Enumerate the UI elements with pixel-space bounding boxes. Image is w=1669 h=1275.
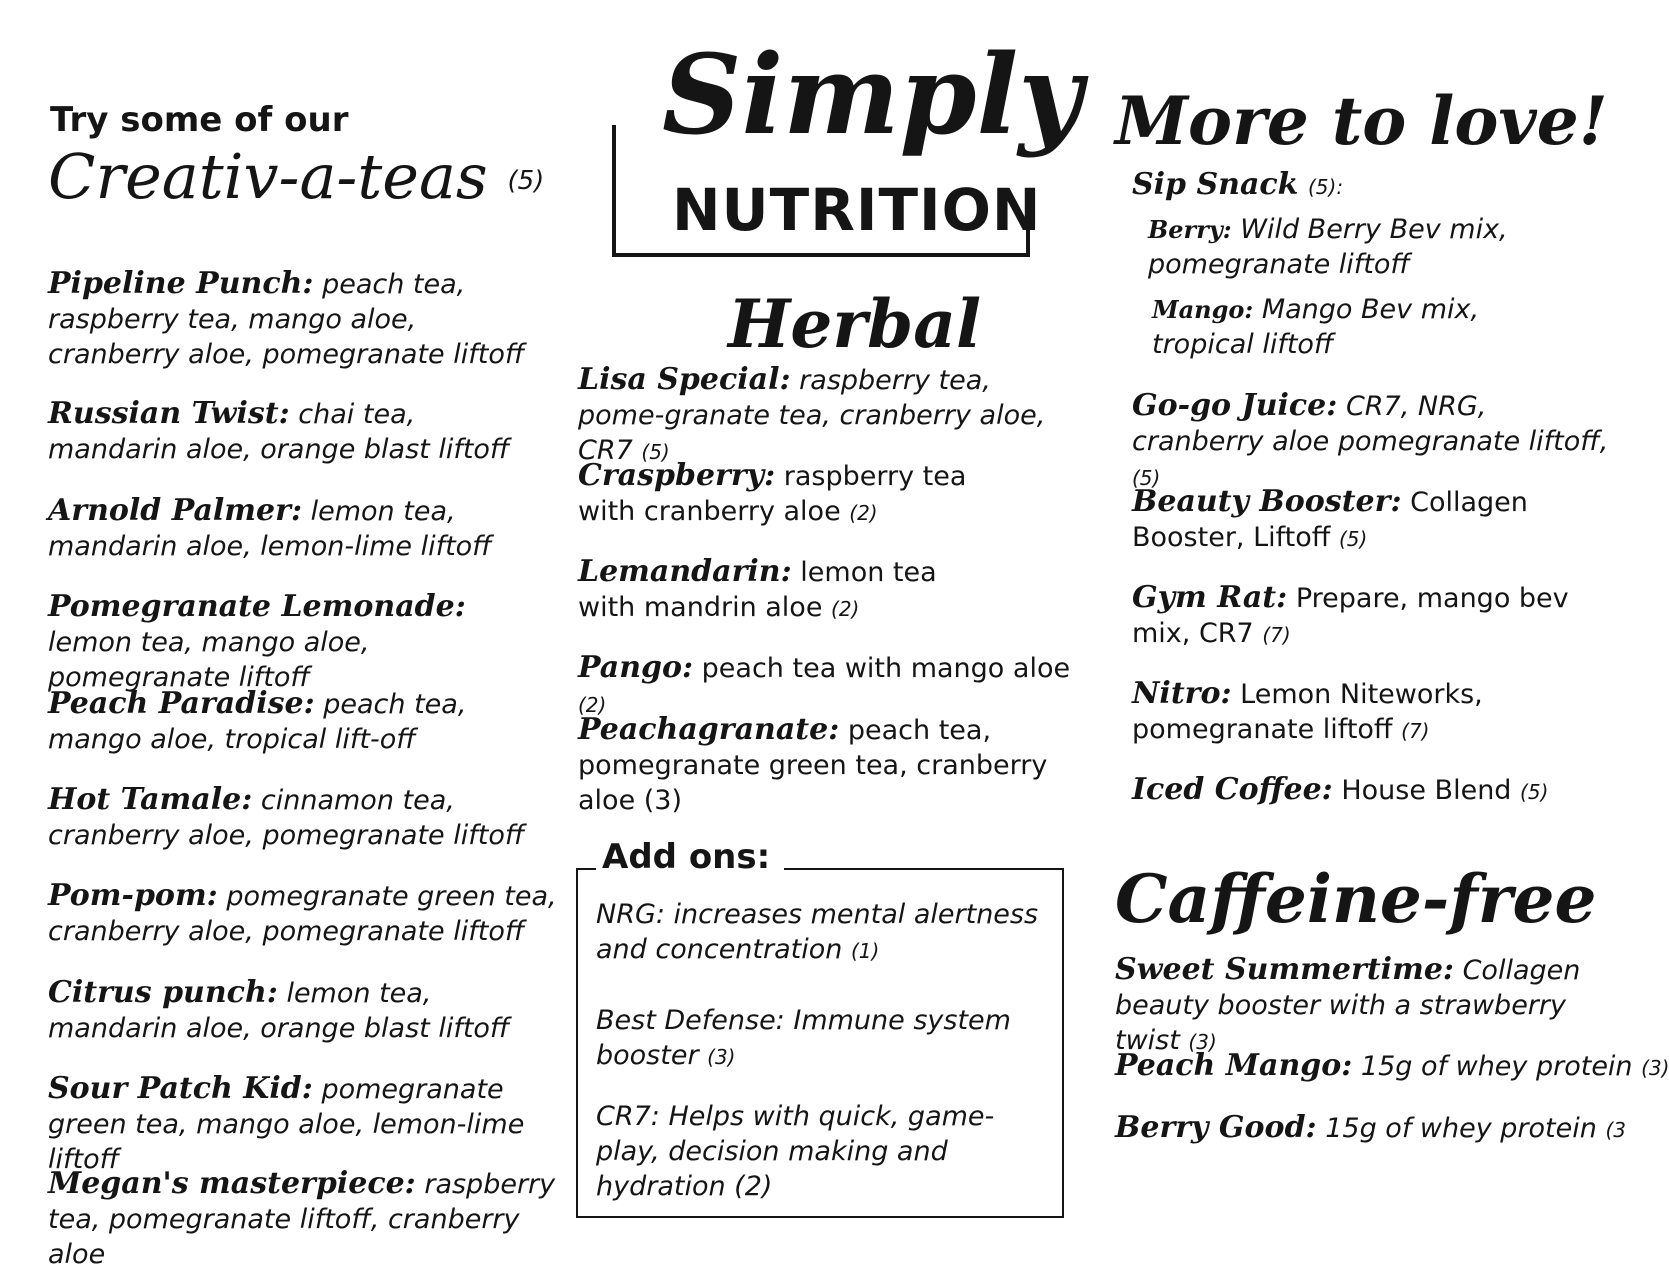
item-name: Russian Twist: — [48, 396, 290, 431]
addons-title: Add ons: — [596, 837, 784, 877]
menu-item — [1115, 1110, 1635, 1148]
item-name: Sweet Summertime: — [1115, 952, 1454, 987]
more-to-love-title: More to love! — [1115, 82, 1608, 160]
item-count: (2) — [578, 693, 607, 717]
item-desc: pomegranate green tea, mango aloe, lemon-lime liftoff — [48, 1074, 525, 1175]
menu-item — [1132, 388, 1612, 496]
item-name: Iced Coffee: — [1132, 772, 1333, 807]
item-desc: lemon tea, mandarin aloe, lemon-lime liftoff — [48, 496, 492, 562]
item-name: Beauty Booster: — [1132, 484, 1402, 519]
item-name: Peachagranate: — [578, 712, 840, 747]
addon-count: (1) — [850, 939, 880, 963]
item-desc: cinnamon tea, cranberry aloe, pomegranate liftoff — [48, 785, 525, 851]
item-count: (7) — [1401, 719, 1430, 743]
item-desc: peach tea, pomegranate green tea, cranberry aloe (3) — [578, 715, 1048, 816]
item-count: (5) — [1132, 466, 1161, 490]
caffeine-free-title: Caffeine-free — [1115, 860, 1597, 938]
item-desc: lemon tea with mandrin aloe — [578, 557, 937, 623]
item-desc: CR7, NRG, cranberry aloe pomegranate liftoff, — [1132, 391, 1609, 457]
item-desc: peach tea, mango aloe, tropical lift-off — [48, 689, 467, 755]
item-count: (5) — [1520, 780, 1549, 804]
menu-item — [578, 458, 1018, 531]
menu-item — [1115, 952, 1615, 1060]
item-count: (3) — [1188, 1030, 1217, 1054]
item-desc: raspberry tea with cranberry aloe — [578, 461, 967, 527]
sip-item — [1152, 292, 1572, 362]
item-desc: Wild Berry Bev mix, pomegranate liftoff — [1148, 214, 1508, 280]
menu-item — [48, 878, 558, 949]
item-name: Berry: — [1148, 215, 1232, 244]
item-desc: Collagen Booster, Liftoff — [1132, 487, 1528, 553]
menu-item — [1132, 484, 1612, 557]
item-name: Lemandarin: — [578, 554, 792, 589]
item-name: Pom-pom: — [48, 878, 218, 913]
item-desc: 15g of whey protein — [1325, 1113, 1597, 1144]
item-desc: Prepare, mango bev mix, CR7 — [1132, 583, 1569, 649]
menu-item — [48, 975, 558, 1046]
item-desc: 15g of whey protein — [1360, 1051, 1633, 1082]
sip-snack-count: (5): — [1308, 175, 1344, 199]
menu-item — [578, 712, 1058, 818]
item-desc: Collagen beauty booster with a strawberry twist — [1115, 955, 1581, 1056]
item-name: Gym Rat: — [1132, 580, 1288, 615]
menu-item — [578, 362, 1078, 470]
item-name: Peach Mango: — [1115, 1048, 1353, 1083]
menu-item — [1132, 772, 1612, 810]
item-count: (2) — [849, 501, 878, 525]
item-count: (5) — [641, 440, 670, 464]
logo-simply: Simply — [650, 20, 1094, 170]
menu-item — [48, 1166, 568, 1272]
addon-desc: NRG: increases mental alertness and concentration — [596, 899, 1039, 965]
item-desc: pomegranate green tea, cranberry aloe, pomegranate liftoff — [48, 881, 557, 947]
item-desc: chai tea, mandarin aloe, orange blast liftoff — [48, 399, 510, 465]
menu-item — [48, 782, 558, 853]
item-name: Lisa Special: — [578, 362, 791, 397]
addon-item — [596, 897, 1056, 969]
item-name: Peach Paradise: — [48, 686, 315, 721]
item-desc: Mango Bev mix, tropical liftoff — [1152, 294, 1480, 360]
item-desc: lemon tea, mandarin aloe, orange blast liftoff — [48, 978, 510, 1044]
item-count: (3 — [1605, 1118, 1626, 1142]
item-name: Sour Patch Kid: — [48, 1071, 313, 1106]
creative-teas-title-text: Creativ-a-teas — [48, 140, 488, 213]
sip-snack-name: Sip Snack — [1132, 167, 1299, 202]
menu-item — [48, 1071, 558, 1177]
item-name: Hot Tamale: — [48, 782, 253, 817]
menu-item — [48, 493, 518, 564]
menu-item — [48, 686, 548, 757]
item-name: Megan's masterpiece: — [48, 1166, 416, 1201]
addon-count: (3) — [707, 1045, 736, 1069]
item-count: (3) — [1641, 1056, 1669, 1080]
item-desc: Lemon Niteworks, pomegranate liftoff — [1132, 679, 1483, 745]
item-name: Pango: — [578, 650, 694, 685]
item-desc: lemon tea, mango aloe, pomegranate liftoff — [48, 627, 370, 693]
addon-desc: Best Defense: Immune system booster — [596, 1005, 1011, 1071]
addon-item — [596, 1003, 1056, 1075]
item-name: Pipeline Punch: — [48, 266, 314, 301]
menu-item — [48, 589, 558, 695]
menu-item — [1132, 676, 1552, 749]
logo-nutrition: NUTRITION — [672, 176, 1042, 244]
menu-item — [1115, 1048, 1669, 1086]
item-desc: raspberry tea, pome-granate tea, cranberry aloe, CR7 — [578, 365, 1046, 466]
menu-item — [48, 266, 548, 372]
item-count: (7) — [1262, 623, 1291, 647]
item-name: Craspberry: — [578, 458, 776, 493]
item-name: Go-go Juice: — [1132, 388, 1338, 423]
creative-teas-title — [48, 140, 544, 213]
item-count: (5) — [1338, 527, 1368, 551]
item-desc: House Blend — [1341, 775, 1512, 806]
herbal-title: Herbal — [728, 285, 982, 363]
item-desc: peach tea with mango aloe — [701, 653, 1071, 684]
item-name: Arnold Palmer: — [48, 493, 303, 528]
item-name: Mango: — [1152, 295, 1254, 324]
item-name: Pomegranate Lemonade: — [48, 589, 466, 624]
intro-heading: Try some of our — [50, 100, 349, 140]
sip-snack-heading — [1132, 167, 1343, 202]
addon-item — [596, 1099, 1056, 1204]
menu-item — [48, 396, 548, 467]
sip-item — [1148, 212, 1598, 282]
menu-item — [578, 554, 998, 627]
item-name: Berry Good: — [1115, 1110, 1317, 1145]
item-name: Nitro: — [1132, 676, 1232, 711]
item-name: Citrus punch: — [48, 975, 278, 1010]
addon-desc: CR7: Helps with quick, game-play, decision making and hydration (2) — [596, 1101, 995, 1202]
menu-item — [1132, 580, 1572, 653]
creative-teas-count: (5) — [507, 165, 545, 196]
item-desc: peach tea, raspberry tea, mango aloe, cranberry aloe, pomegranate liftoff — [48, 269, 525, 370]
item-desc: raspberry tea, pomegranate liftoff, cranberry aloe — [48, 1169, 556, 1270]
item-count: (2) — [831, 597, 860, 621]
